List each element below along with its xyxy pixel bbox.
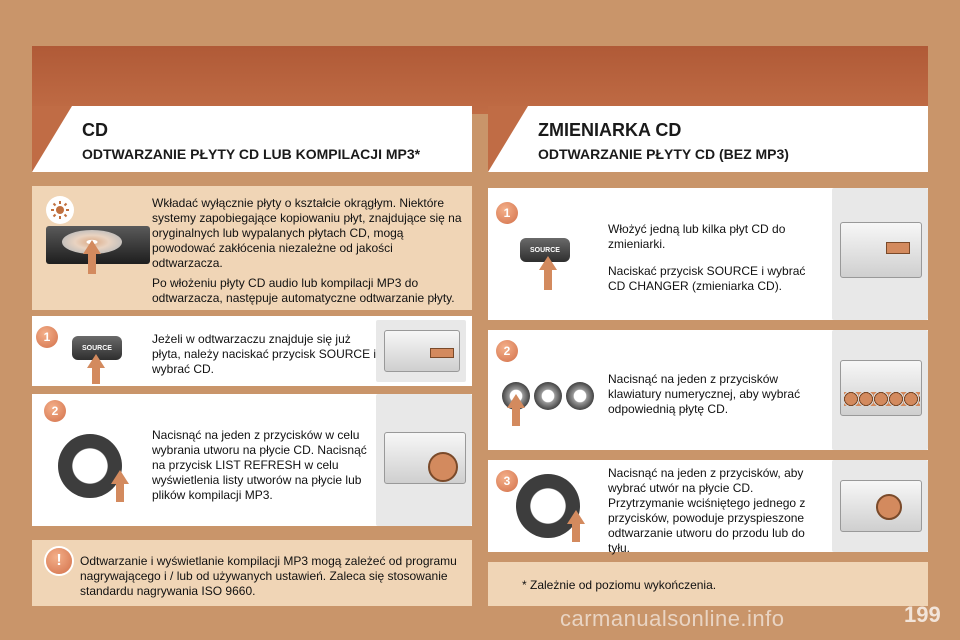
radio-direction-pad-highlight — [876, 494, 902, 520]
numeric-key-icon — [566, 382, 594, 410]
direction-pad-icon — [58, 434, 122, 498]
radio-unit-illustration — [832, 330, 928, 450]
source-key-highlight — [886, 242, 910, 254]
left-step1-text: Jeżeli w odtwarzaczu znajduje się już płyta, należy naciskać przycisk SOURCE i wybrać CD. — [152, 332, 377, 376]
press-arrow-icon — [567, 510, 585, 524]
warning-text: Odtwarzanie i wyświetlanie kompilacji MP3 mogą zależeć od programu nagrywającego i / lub od używanych ustawień. Zaleca się stosowanie standardu nagrywania ISO 9660. — [80, 554, 457, 598]
press-arrow-icon — [539, 256, 557, 270]
source-button: SOURCE — [72, 336, 122, 360]
watermark: carmanualsonline.info — [560, 606, 785, 631]
header-corner — [488, 106, 528, 172]
press-arrow-icon — [87, 354, 105, 368]
step-number-badge: 3 — [496, 470, 518, 492]
insert-arrow-stem — [88, 252, 96, 274]
right-step3-text: Nacisnąć na jeden z przycisków, aby wybrać utwór na płycie CD. Przytrzymanie wciśniętego jednego z przycisków, powoduje przyspieszone odtwarzanie utworu do przodu lub do tyłu. — [608, 466, 806, 555]
top-band — [32, 46, 928, 114]
footnote-text: * Zależnie od poziomu wykończenia. — [522, 578, 717, 592]
radio-direction-pad-highlight — [428, 452, 458, 482]
left-intro-panel — [32, 186, 472, 310]
step-number-badge: 1 — [496, 202, 518, 224]
step-number-badge: 2 — [496, 340, 518, 362]
left-step2-panel — [32, 394, 472, 526]
right-step1-paragraph-1: Włożyć jedną lub kilka płyt CD do zmieniarki. — [608, 222, 786, 251]
left-step2-text: Nacisnąć na jeden z przycisków w celu wybrania utworu na płycie CD. Nacisnąć na przycisk LIST REFRESH w celu wyświetlenia listy utworów na płycie lub plików kompilacji MP3. — [152, 428, 367, 502]
right-section-subtitle: ODTWARZANIE PŁYTY CD (BEZ MP3) — [538, 146, 789, 162]
right-step1-panel — [488, 188, 928, 320]
right-step1-paragraph-2: Naciskać przycisk SOURCE i wybrać CD CHANGER (zmieniarka CD). — [608, 264, 806, 293]
press-arrow-stem — [512, 406, 520, 426]
intro-paragraph-2: Po włożeniu płyty CD audio lub kompilacji MP3 do odtwarzacza, następuje automatyczne odtwarzanie płyty. — [152, 276, 455, 305]
source-key-highlight — [430, 348, 454, 358]
press-arrow-stem — [116, 482, 124, 502]
left-section-subtitle: ODTWARZANIE PŁYTY CD LUB KOMPILACJI MP3* — [82, 146, 421, 162]
left-header — [32, 106, 472, 172]
press-arrow-stem — [572, 522, 580, 542]
press-arrow-stem — [544, 268, 552, 290]
right-section-title: ZMIENIARKA CD — [538, 120, 682, 140]
right-header — [488, 106, 928, 172]
radio-unit-illustration — [832, 188, 928, 320]
left-warning-panel — [32, 540, 472, 606]
radio-unit-illustration — [832, 460, 928, 552]
insert-arrow-icon — [83, 240, 101, 254]
numeric-keypad-highlight — [844, 392, 920, 406]
direction-pad-icon — [516, 474, 580, 538]
source-button: SOURCE — [520, 238, 570, 262]
step-number-badge: 1 — [36, 326, 58, 348]
right-step2-text: Nacisnąć na jeden z przycisków klawiatury numerycznej, aby wybrać odpowiednią płytę CD. — [608, 372, 801, 416]
press-arrow-stem — [92, 366, 100, 384]
radio-faceplate — [840, 360, 922, 416]
step-number-badge: 2 — [44, 400, 66, 422]
radio-unit-illustration — [376, 320, 466, 382]
radio-unit-illustration — [376, 394, 472, 526]
press-arrow-icon — [111, 470, 129, 484]
right-footnote-panel — [488, 562, 928, 606]
left-step1-panel — [32, 316, 472, 386]
right-step3-panel — [488, 460, 928, 555]
press-arrow-icon — [507, 394, 525, 408]
page-number: 199 — [904, 602, 941, 627]
intro-paragraph-1: Wkładać wyłącznie płyty o kształcie okrągłym. Niektóre systemy zapobiegające kopiowaniu płyt, znajdujące się na oryginalnych lub wypalanych płytach CD, mogą powodować zakłócenia niezależne od jakości odtwarzacza. — [152, 196, 462, 270]
sun-icon — [46, 196, 74, 224]
header-corner — [32, 106, 72, 172]
warning-icon: ! — [46, 548, 72, 574]
left-section-title: CD — [82, 120, 108, 140]
numeric-key-icon — [534, 382, 562, 410]
right-step2-panel — [488, 330, 928, 450]
